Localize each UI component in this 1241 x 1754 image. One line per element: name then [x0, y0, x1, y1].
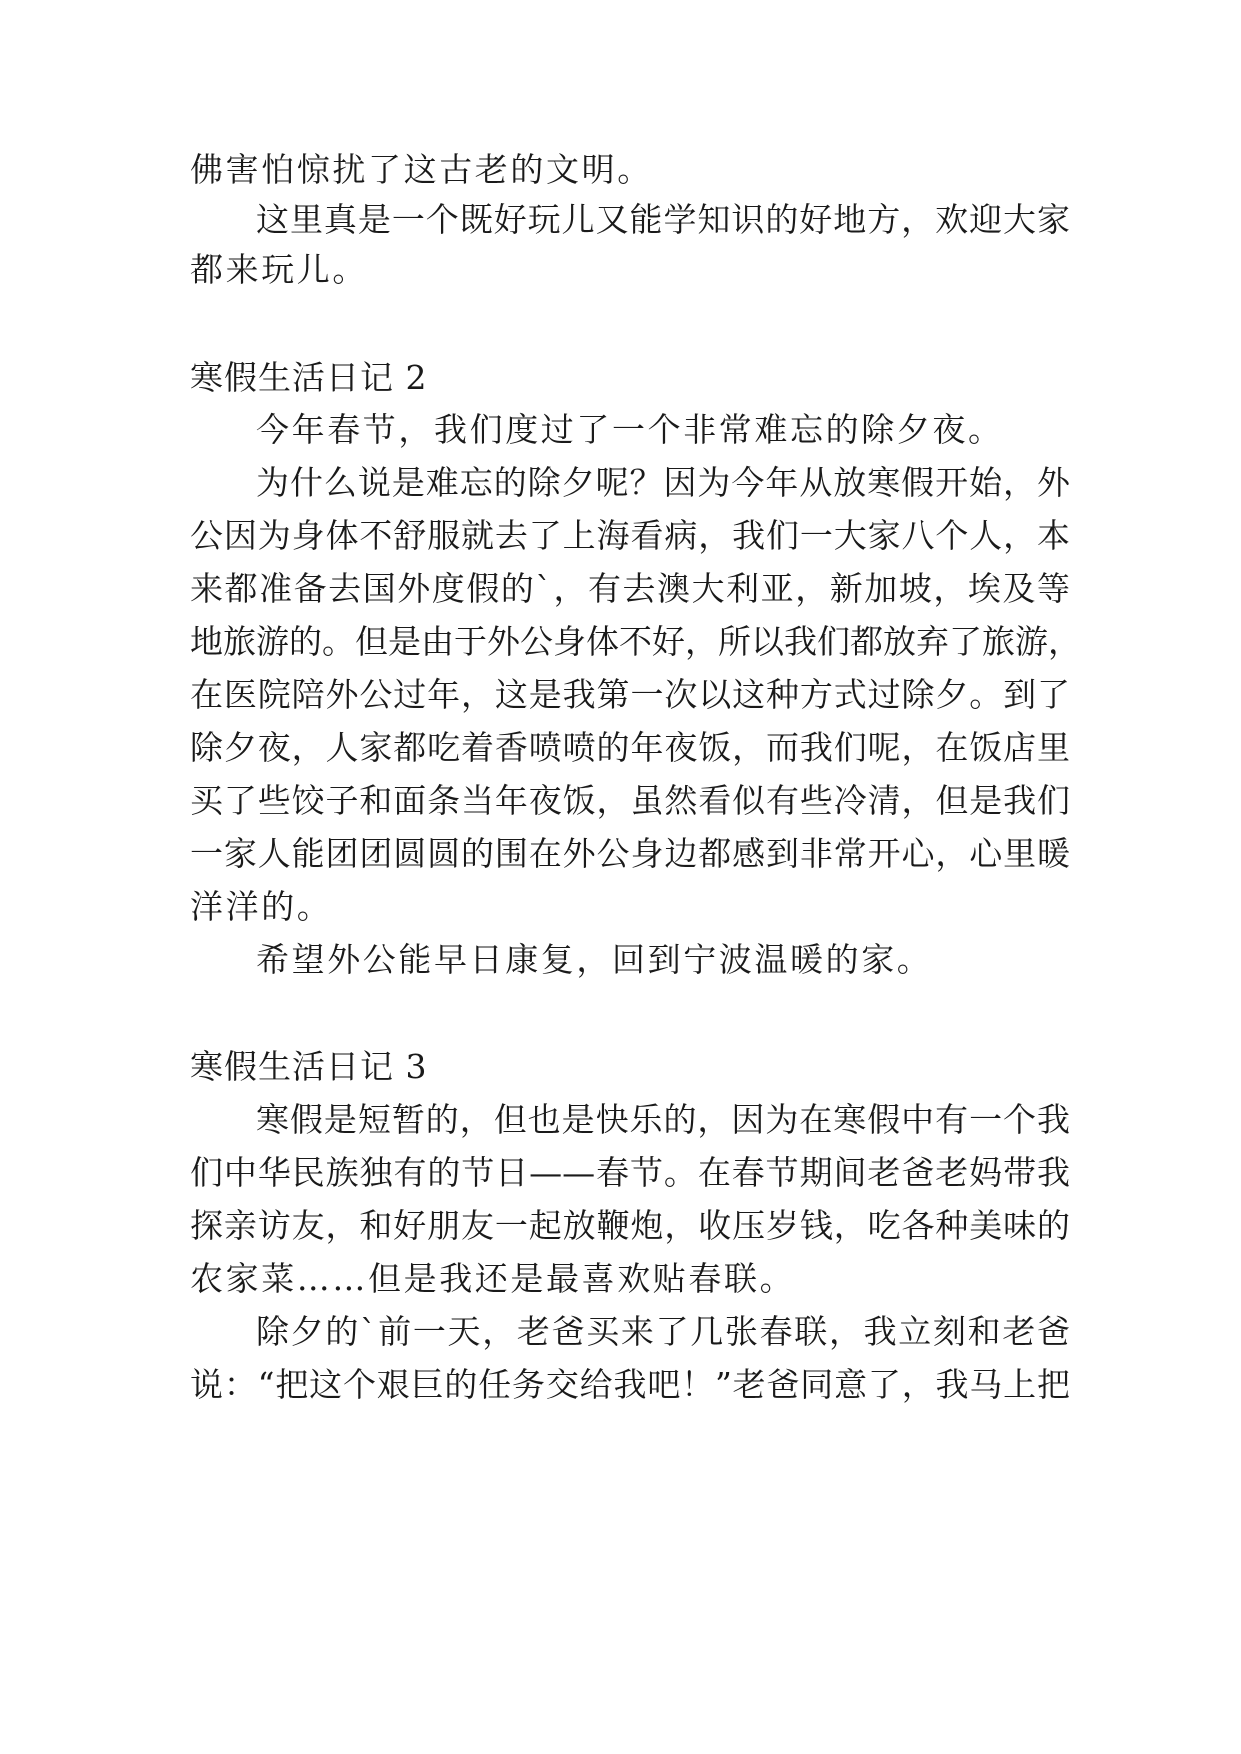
body-line: 买了些饺子和面条当年夜饭，虽然看似有些冷清，但是我们 — [190, 781, 1070, 820]
body-line: 农家菜……但是我还是最喜欢贴春联。 — [190, 1259, 796, 1298]
body-line: 地旅游的。但是由于外公身体不好，所以我们都放弃了旅游， — [190, 622, 1081, 661]
body-line: 都来玩儿。 — [190, 250, 368, 289]
body-line: 在医院陪外公过年，这是我第一次以这种方式过除夕。到了 — [190, 675, 1070, 714]
body-line: 来都准备去国外度假的`，有去澳大利亚，新加坡，埃及等 — [190, 569, 1070, 608]
body-line: 今年春节，我们度过了一个非常难忘的除夕夜。 — [256, 410, 1004, 449]
body-line: 佛害怕惊扰了这古老的文明。 — [190, 150, 653, 189]
body-line: 这里真是一个既好玩儿又能学知识的好地方，欢迎大家 — [256, 200, 1070, 239]
body-line: 除夕夜，人家都吃着香喷喷的年夜饭，而我们呢，在饭店里 — [190, 728, 1070, 767]
body-line: 说：“把这个艰巨的任务交给我吧！”老爸同意了，我马上把 — [190, 1365, 1070, 1404]
body-line: 希望外公能早日康复，回到宁波温暖的家。 — [256, 940, 933, 979]
body-line: 除夕的`前一天，老爸买来了几张春联，我立刻和老爸 — [256, 1312, 1070, 1351]
body-line: 们中华民族独有的节日——春节。在春节期间老爸老妈带我 — [190, 1153, 1070, 1192]
body-line: 洋洋的。 — [190, 887, 333, 926]
body-line: 公因为身体不舒服就去了上海看病，我们一大家八个人，本 — [190, 516, 1070, 555]
body-line: 探亲访友，和好朋友一起放鞭炮，收压岁钱，吃各种美味的 — [190, 1206, 1070, 1245]
body-line: 一家人能团团圆圆的围在外公身边都感到非常开心，心里暖 — [190, 834, 1070, 873]
body-line: 寒假是短暂的，但也是快乐的，因为在寒假中有一个我 — [256, 1100, 1070, 1139]
section-heading: 寒假生活日记 3 — [190, 1047, 428, 1086]
body-line: 为什么说是难忘的除夕呢？因为今年从放寒假开始，外 — [256, 463, 1070, 502]
section-heading: 寒假生活日记 2 — [190, 358, 428, 397]
